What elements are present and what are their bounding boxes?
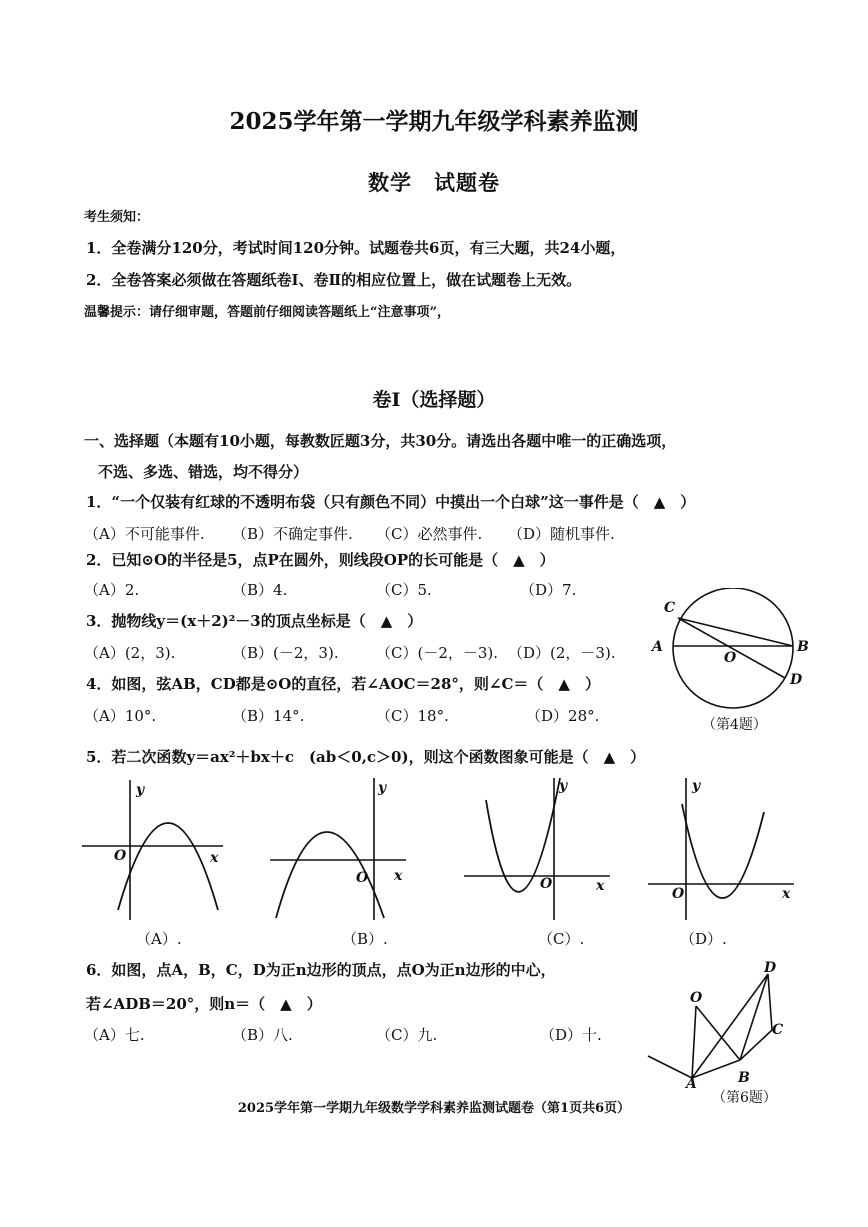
page-footer: 2025学年第一学期九年级数学学科素养监测试题卷（第1页共6页） xyxy=(237,1101,631,1116)
q5-graph-b[interactable] xyxy=(266,776,416,926)
q5b-x-label: x xyxy=(394,868,403,884)
question-2-option-b[interactable]: （B）4. xyxy=(232,581,288,599)
section-title: 卷Ⅰ（选择题） xyxy=(372,389,496,411)
question-6-option-a[interactable]: （A）七. xyxy=(84,1026,145,1044)
question-6-option-b[interactable]: （B）八. xyxy=(232,1026,293,1044)
question-6-option-d[interactable]: （D）十. xyxy=(540,1026,602,1044)
q5c-origin-label: O xyxy=(540,876,553,892)
q5b-origin-label: O xyxy=(356,870,369,886)
question-6-option-c[interactable]: （C）九. xyxy=(376,1026,438,1044)
question-6-figure-caption: （第6题） xyxy=(712,1090,777,1106)
q4-label-a: A xyxy=(652,639,663,655)
question-4-figure xyxy=(640,588,820,718)
q5-graph-c[interactable] xyxy=(460,776,620,926)
question-1-option-b[interactable]: （B）不确定事件. xyxy=(232,525,353,543)
question-4-option-a[interactable]: （A）10°. xyxy=(84,707,157,725)
section-intro-line-1: 一、选择题（本题有10小题，每教数匠题3分，共30分。请选出各题中唯一的正确选项， xyxy=(84,432,677,450)
question-1-option-d[interactable]: （D）随机事件. xyxy=(508,525,615,543)
question-5-option-a[interactable]: （A）. xyxy=(136,930,182,948)
q6-label-o: O xyxy=(690,990,703,1006)
notice-item-1: 1．全卷满分120分，考试时间120分钟。试题卷共6页，有三大题，共24小题， xyxy=(86,239,626,257)
question-5-stem: 5．若二次函数y＝ax²＋bx＋c (ab＜0,c＞0)，则这个函数图象可能是（ ▲ ） xyxy=(86,748,646,766)
q5c-x-label: x xyxy=(596,878,605,894)
question-4-option-c[interactable]: （C）18°. xyxy=(376,707,449,725)
question-2-option-a[interactable]: （A）2. xyxy=(84,581,140,599)
q5-graph-d[interactable] xyxy=(644,776,804,926)
notice-heading: 考生须知： xyxy=(84,210,150,225)
question-2-stem: 2．已知⊙O的半径是5，点P在圆外，则线段OP的长可能是（ ▲ ） xyxy=(86,551,555,569)
notice-tip: 温馨提示：请仔细审题，答题前仔细阅读答题纸上“注意事项”， xyxy=(84,305,450,320)
question-3-option-c[interactable]: （C）(－2，－3). xyxy=(376,644,499,662)
notice-item-2: 2．全卷答案必须做在答题纸卷Ⅰ、卷Ⅱ的相应位置上，做在试题卷上无效。 xyxy=(86,271,582,289)
question-3-option-d[interactable]: （D）(2，－3). xyxy=(508,644,616,662)
question-6-stem-line-2: 若∠ADB＝20°，则n＝（ ▲ ） xyxy=(86,995,322,1013)
question-2-option-d[interactable]: （D）7. xyxy=(520,581,577,599)
question-4-stem: 4．如图，弦AB，CD都是⊙O的直径，若∠AOC＝28°，则∠C＝（ ▲ ） xyxy=(86,675,600,693)
exam-subtitle: 数学 试题卷 xyxy=(368,170,500,195)
q5b-y-label: y xyxy=(378,780,387,796)
q5d-origin-label: O xyxy=(672,886,685,902)
question-3-stem: 3．抛物线y＝(x＋2)²－3的顶点坐标是（ ▲ ） xyxy=(86,612,423,630)
q6-label-c: C xyxy=(772,1022,784,1038)
section-intro-line-2: 不选、多选、错选，均不得分） xyxy=(98,463,309,481)
q5c-y-label: y xyxy=(559,778,568,794)
q4-label-d: D xyxy=(790,672,803,688)
q4-label-o: O xyxy=(724,650,737,666)
q4-label-c: C xyxy=(664,600,676,616)
question-5-option-c[interactable]: （C）. xyxy=(538,930,585,948)
question-5-option-d[interactable]: （D）. xyxy=(680,930,727,948)
question-3-option-a[interactable]: （A）(2，3). xyxy=(84,644,176,662)
q6-label-d: D xyxy=(764,960,777,976)
question-6-stem-line-1: 6．如图，点A，B，C，D为正n边形的顶点，点O为正n边形的中心， xyxy=(86,961,556,979)
question-1-option-a[interactable]: （A）不可能事件. xyxy=(84,525,205,543)
q4-label-b: B xyxy=(797,639,809,655)
question-1-option-c[interactable]: （C）必然事件. xyxy=(376,525,483,543)
q5-graph-a[interactable] xyxy=(78,776,238,926)
exam-title: 2025学年第一学期九年级学科素养监测 xyxy=(229,108,639,135)
q6-label-a: A xyxy=(686,1076,697,1088)
question-1-stem: 1．“一个仅装有红球的不透明布袋（只有颜色不同）中摸出一个白球”这一事件是（ ▲ ） xyxy=(86,493,696,511)
q5a-x-label: x xyxy=(210,850,219,866)
question-4-figure-caption: （第4题） xyxy=(702,717,767,733)
question-6-figure xyxy=(640,958,810,1088)
question-4-option-d[interactable]: （D）28°. xyxy=(526,707,600,725)
q5a-origin-label: O xyxy=(114,848,127,864)
q5a-y-label: y xyxy=(136,782,145,798)
question-5-option-b[interactable]: （B）. xyxy=(342,930,388,948)
q6-label-b: B xyxy=(738,1070,750,1086)
q5d-y-label: y xyxy=(692,778,701,794)
question-2-option-c[interactable]: （C）5. xyxy=(376,581,432,599)
question-4-option-b[interactable]: （B）14°. xyxy=(232,707,305,725)
question-3-option-b[interactable]: （B）(－2，3). xyxy=(232,644,339,662)
q5d-x-label: x xyxy=(782,886,791,902)
